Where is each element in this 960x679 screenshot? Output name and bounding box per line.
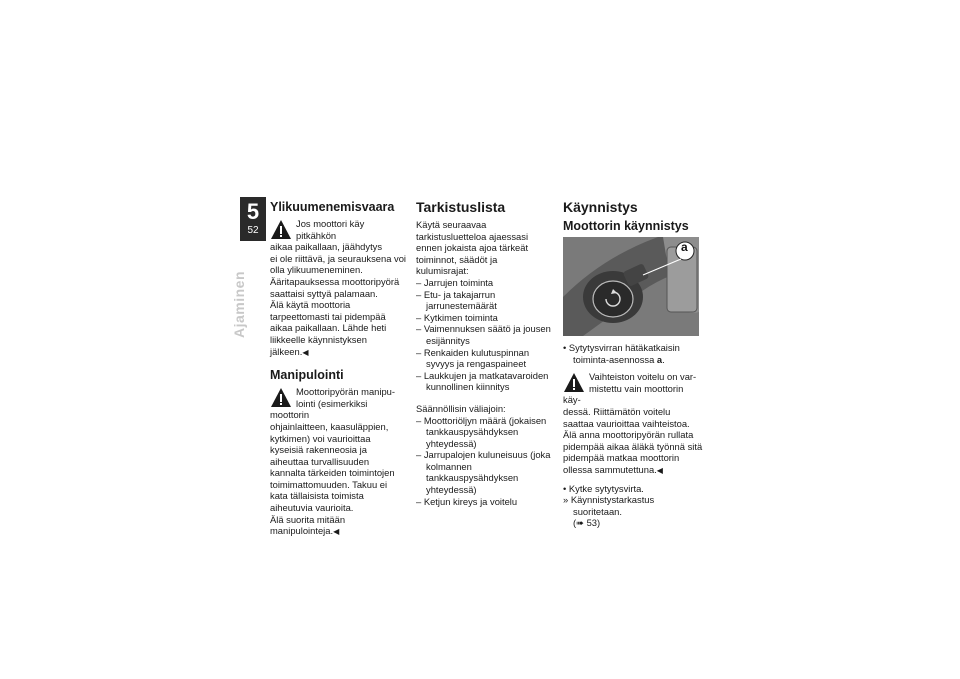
warning-text-line: Moottoripyörän manipu- bbox=[296, 386, 396, 398]
kill-switch-photo bbox=[563, 237, 699, 336]
list-item: – Moottoriöljyn määrä (jokaisen tankkauspysähdyksen yhteydessä) bbox=[416, 415, 552, 450]
checklist-periodic-list bbox=[416, 415, 552, 508]
result-item: » Käynnistystarkastus suoritetaan. (➠ 53) bbox=[563, 494, 655, 529]
warning-triangle-icon bbox=[270, 219, 292, 240]
section-side-label: Ajaminen bbox=[231, 270, 247, 338]
photo-callout-label: a bbox=[681, 240, 688, 254]
heading-engine-start: Moottorin käynnistys bbox=[563, 219, 689, 233]
list-item: – Etu- ja takajarrun jarrunestemäärät bbox=[416, 289, 552, 312]
list-item: – Laukkujen ja matkatavaroiden kunnollinen kiinnitys bbox=[416, 370, 552, 393]
list-item: – Ketjun kireys ja voitelu bbox=[416, 496, 552, 508]
heading-overheating: Ylikuumenemisvaara bbox=[270, 200, 395, 214]
heading-starting: Käynnistys bbox=[563, 199, 638, 215]
page-number: 52 bbox=[247, 225, 259, 236]
paragraph: ei ole riittävä, ja seurauksena voi olla ylikuumeneminen. Ääritapauksessa moottoripyörä saattaisi syttyä palamaan. bbox=[270, 252, 407, 299]
list-item: – Renkaiden kulutuspinnan syvyys ja rengaspaineet bbox=[416, 347, 552, 370]
warning-triangle-icon bbox=[563, 372, 585, 393]
bullet-item: • Kytke sytytysvirta. bbox=[563, 482, 644, 494]
warning-text-line: Vaihteiston voitelu on var- bbox=[589, 371, 697, 383]
paragraph: dessä. Riittämätön voitelu saattaa vaurioittaa vaihteistoa. bbox=[563, 405, 690, 429]
paragraph: Älä anna moottoripyörän rullata pidempää aikaa äläkä työnnä sitä pidempää matkaa moottorin ollessa sammutettuna.◀ bbox=[563, 429, 703, 475]
column-overheating bbox=[270, 200, 406, 538]
warning-overheating bbox=[270, 218, 406, 253]
chapter-number: 5 bbox=[246, 199, 260, 224]
warning-manipulation bbox=[270, 386, 406, 421]
list-item: – Jarrupalojen kuluneisuus (joka kolmannen tankkauspysähdyksen yhteydessä) bbox=[416, 449, 552, 495]
paragraph: Älä käytä moottoria tarpeettomasti tai pidempää aikaa paikallaan. Lähde heti liikkeelle käynnistyksen jälkeen.◀ bbox=[270, 299, 387, 357]
end-mark-icon: ◀ bbox=[333, 527, 340, 537]
paragraph: Älä suorita mitään manipulointeja.◀ bbox=[270, 513, 346, 537]
warning-text-line: lointi (esimerkiksi moottorin bbox=[270, 397, 368, 421]
bullet-item: • Sytytysvirran hätäkatkaisin toiminta-asennossa a. bbox=[563, 342, 680, 365]
list-item: – Vaimennuksen säätö ja jousen esijännitys bbox=[416, 323, 552, 346]
warning-text-line: Jos moottori käy pitkähkön bbox=[296, 218, 365, 241]
checklist-periodic-intro: Säännöllisin väliajoin: bbox=[416, 402, 506, 414]
warning-gearbox bbox=[563, 371, 703, 406]
list-item: – Kytkimen toiminta bbox=[416, 312, 552, 324]
warning-triangle-icon bbox=[270, 387, 292, 408]
checklist-intro: Käytä seuraavaa tarkistusluetteloa ajaessasi ennen jokaista ajoa tärkeät toiminnot, säädöt ja kulumisrajat: bbox=[416, 219, 529, 277]
warning-text-line: aikaa paikallaan, jäähdytys bbox=[270, 241, 383, 253]
list-item: – Jarrujen toiminta bbox=[416, 277, 552, 289]
heading-manipulation: Manipulointi bbox=[270, 368, 344, 383]
checklist-list bbox=[416, 277, 552, 393]
heading-checklist: Tarkistuslista bbox=[416, 199, 506, 215]
column-starting bbox=[563, 199, 703, 529]
column-checklist bbox=[416, 199, 552, 507]
end-mark-icon: ◀ bbox=[302, 347, 309, 357]
paragraph: ohjainlaitteen, kaasuläppien, kytkimen) voi vaurioittaa kyseisiä rakenneosia ja aiheuttaa turvallisuuden kannalta tärkeiden toimintojen toimimattomuuden. Takuu ei kata tällaisista toimista aiheutuvia vaurioita. bbox=[270, 420, 395, 514]
kill-switch-illustration bbox=[563, 237, 699, 336]
page-reference[interactable]: 53 bbox=[586, 517, 598, 529]
end-mark-icon: ◀ bbox=[656, 465, 663, 475]
page-reference-arrow-icon: ➠ bbox=[576, 517, 584, 529]
chapter-marker bbox=[240, 197, 266, 241]
warning-text-line: mistettu vain moottorin käy- bbox=[563, 382, 684, 406]
